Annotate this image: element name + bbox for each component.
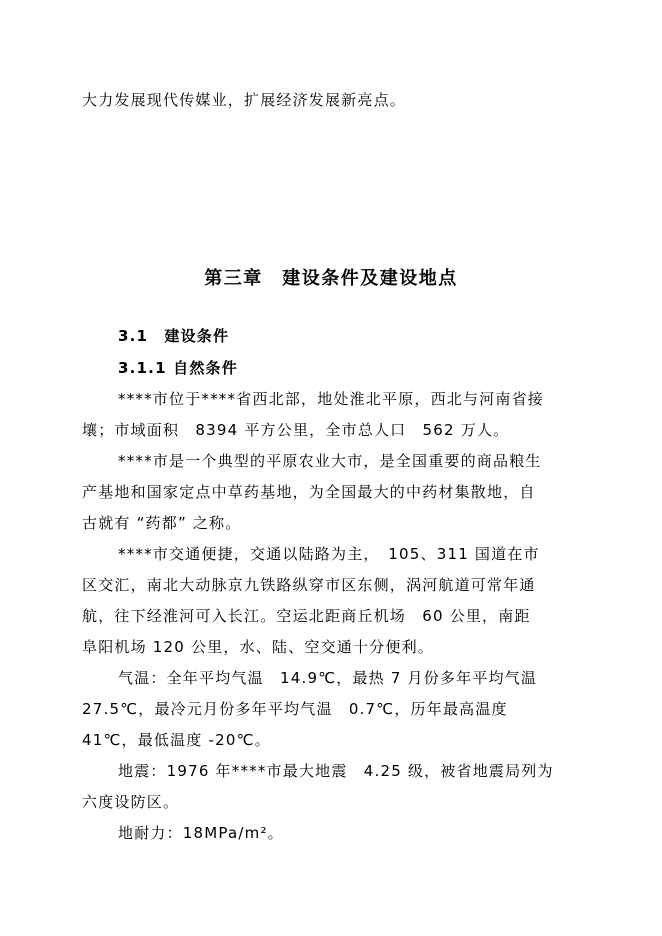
- temperature-paragraph-line-2: 27.5℃，最冷元月份多年平均气温 0.7℃，历年最高温度: [82, 700, 508, 718]
- transport-paragraph-line-3: 航，往下经淮河可入长江。空运北距商丘机场 60 公里，南距: [82, 607, 531, 625]
- agriculture-paragraph-line-2: 产基地和国家定点中草药基地，为全国最大的中药材集散地，自: [82, 483, 536, 501]
- location-paragraph-line-2: 壤；市域面积 8394 平方公里，全市总人口 562 万人。: [82, 421, 510, 439]
- transport-paragraph-line-1: ****市交通便捷，交通以陆路为主， 105、311 国道在市: [118, 545, 540, 563]
- transport-paragraph-line-4: 阜阳机场 120 公里，水、陆、空交通十分便利。: [82, 638, 434, 656]
- chapter-title: 第三章 建设条件及建设地点: [204, 268, 458, 289]
- earthquake-paragraph-line-2: 六度设防区。: [82, 793, 180, 811]
- transport-paragraph-line-2: 区交汇，南北大动脉京九铁路纵穿市区东侧，涡河航道可常年通: [82, 576, 536, 594]
- top-paragraph-line-1: 大力发展现代传媒业，扩展经济发展新亮点。: [82, 91, 407, 109]
- section-heading: 3.1 建设条件: [118, 327, 230, 345]
- temperature-paragraph-line-3: 41℃，最低温度 -20℃。: [82, 731, 271, 749]
- earthquake-paragraph-line-1: 地震：1976 年****市最大地震 4.25 级，被省地震局列为: [118, 762, 554, 780]
- subsection-heading: 3.1.1 自然条件: [118, 359, 238, 377]
- agriculture-paragraph-line-1: ****市是一个典型的平原农业大市，是全国重要的商品粮生: [118, 452, 542, 470]
- location-paragraph-line-1: ****市位于****省西北部，地处淮北平原，西北与河南省接: [118, 390, 545, 408]
- agriculture-paragraph-line-3: 古就有 “药都” 之称。: [82, 514, 242, 532]
- bearing-capacity-line: 地耐力：18MPa/m²。: [118, 824, 284, 842]
- temperature-paragraph-line-1: 气温：全年平均气温 14.9℃，最热 7 月份多年平均气温: [118, 669, 538, 687]
